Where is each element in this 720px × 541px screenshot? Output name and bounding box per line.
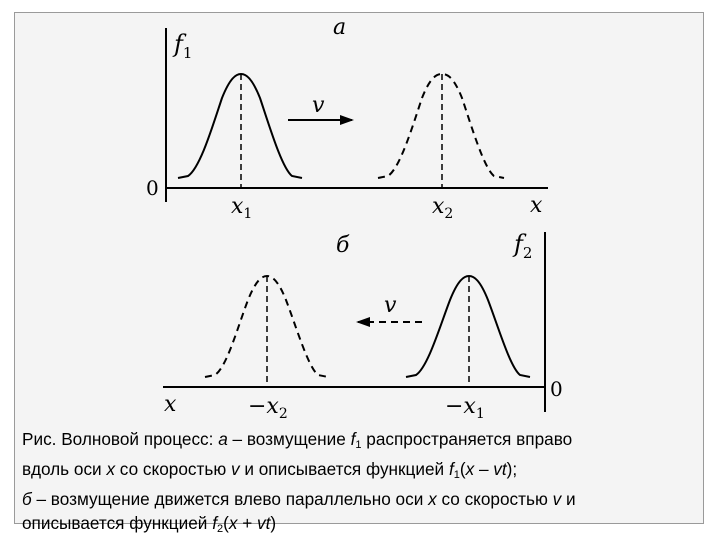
caption-line-3: б – возмущение движется влево параллельно оси x со скоростью v и [22,489,576,509]
figure-caption [22,427,698,541]
panel-b-function-label: $f_2$ [514,230,533,262]
caption-line-2: вдоль оси x со скоростью v и описывается функцией $f_1(x - vt)$; [22,459,518,481]
caption-line-4: описывается функцией $f_2(x + vt)$ [22,513,277,535]
panel-a-function-label: $f_1$ [174,30,193,62]
panel-b-label: б [336,233,350,258]
panel-b-x-label: x [164,392,177,417]
panel-b-origin-label: 0 [550,377,563,401]
panel-a-velocity-label: v [312,93,325,118]
panel-b-tick-x2: $-x_2$ [248,394,288,422]
panel-a-x-label: x [530,193,543,218]
panel-b-tick-x1: $-x_1$ [445,394,485,422]
panel-b-pulse-solid [406,276,530,377]
panel-b-velocity-label: v [384,293,397,318]
panel-a-tick-x2: $x_2$ [432,194,454,222]
panel-a-pulse-dashed [378,74,504,178]
panel-a-label: a [333,15,347,40]
panel-a-tick-x1: $x_1$ [231,194,253,222]
panel-a-origin-label: 0 [146,176,159,200]
caption-line-1: Рис. Волновой процесс: а – возмущение $f_1$ распространяется вправо [22,429,573,451]
panel-a-pulse-solid [178,74,302,178]
